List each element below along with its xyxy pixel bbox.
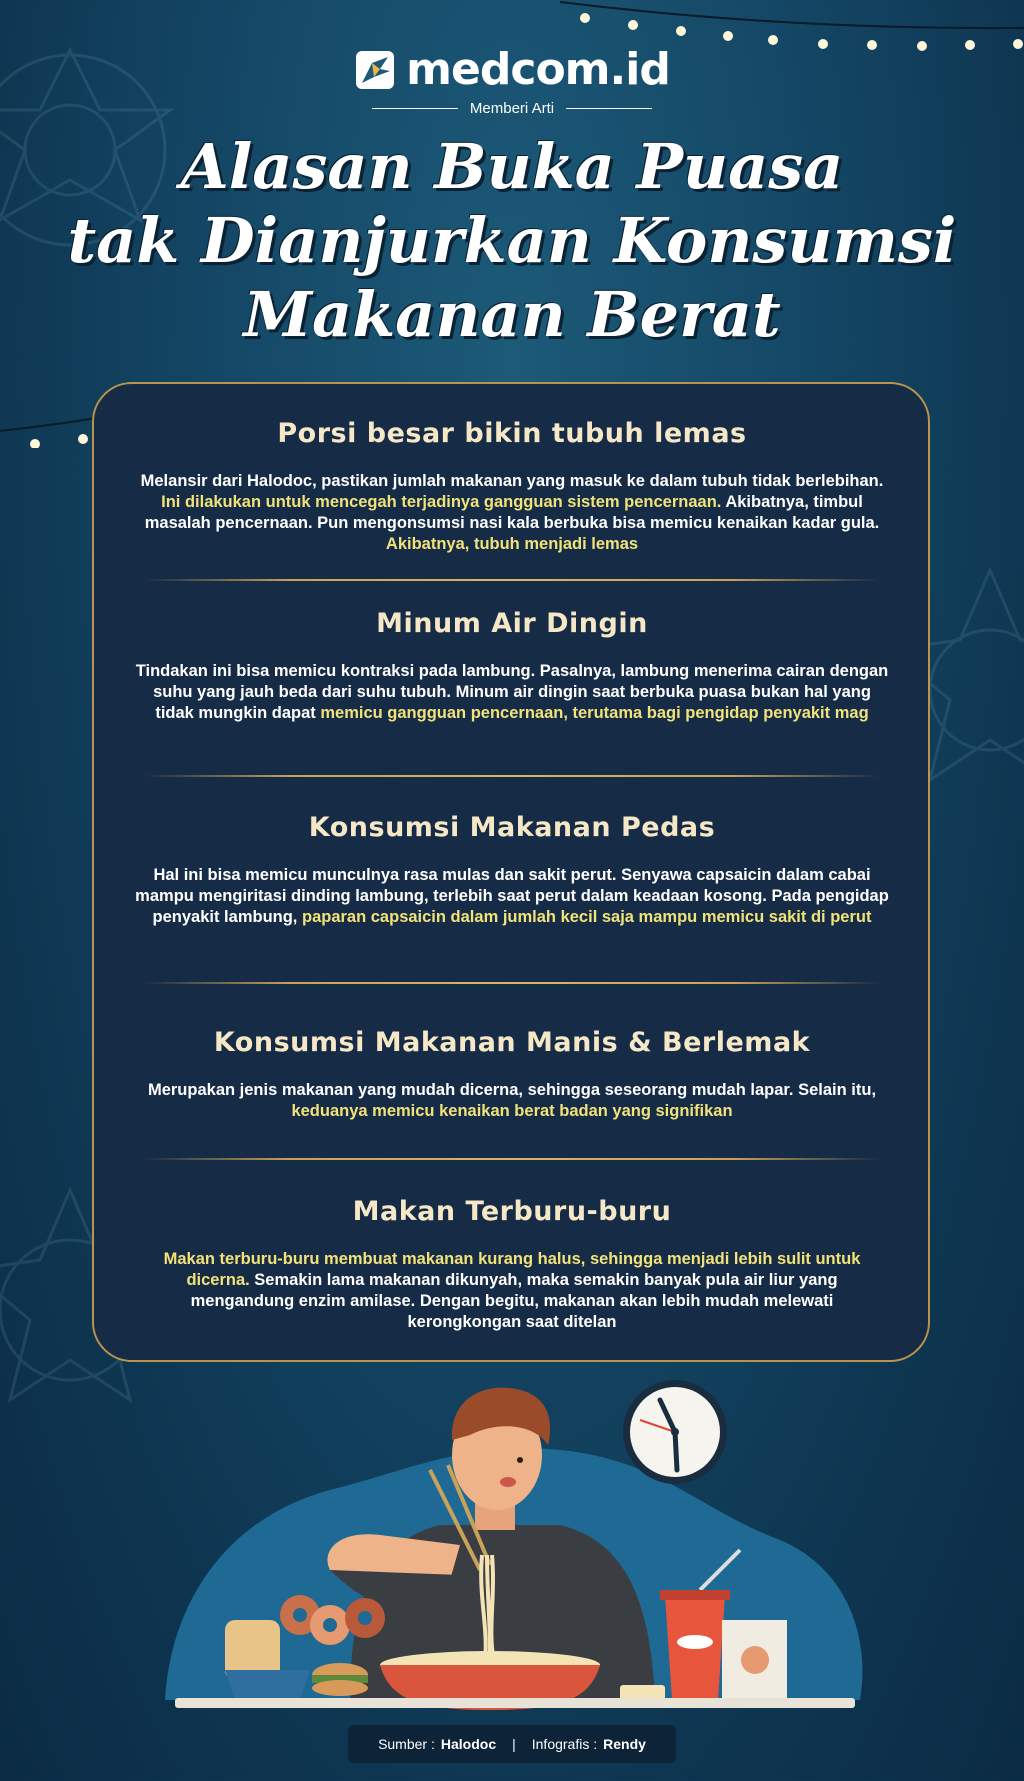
section-heading: Konsumsi Makanan Pedas: [308, 812, 716, 843]
section-heading: Porsi besar bikin tubuh lemas: [277, 418, 747, 449]
body-highlight: Makan terburu-buru membuat makanan kurang halus, sehingga menjadi lebih sulit untuk dicerna.: [163, 1250, 861, 1289]
body-text: Melansir dari Halodoc, pastikan jumlah makanan yang masuk ke dalam tubuh tidak berlebihan.: [140, 472, 884, 490]
credit-value: Rendy: [603, 1736, 646, 1752]
body-highlight: memicu gangguan pencernaan, terutama bagi pengidap penyakit mag: [320, 704, 869, 722]
section-divider: [144, 1158, 880, 1160]
eagle-logo-icon: [354, 49, 396, 91]
section-body: [134, 1249, 890, 1333]
brand-tagline: [0, 100, 1024, 117]
section-heading: Makan Terburu-buru: [352, 1196, 672, 1227]
section-body: [134, 1080, 890, 1122]
credit-separator: |: [512, 1736, 516, 1752]
section-terburu-buru: [134, 1196, 890, 1333]
main-title: [60, 130, 964, 352]
content-card: [92, 382, 930, 1362]
wall-clock-icon: [623, 1380, 727, 1484]
brand-name: medcom.id: [406, 44, 670, 95]
source-value: Halodoc: [440, 1736, 497, 1752]
section-heading: Minum Air Dingin: [376, 608, 648, 639]
section-divider: [144, 579, 880, 581]
section-porsi-besar: [134, 418, 890, 555]
section-makanan-pedas: [134, 812, 890, 928]
section-body: [134, 865, 890, 928]
body-highlight: Ini dilakukan untuk mencegah terjadinya gangguan sistem pencernaan.: [161, 493, 722, 511]
source-label: Sumber :: [378, 1736, 435, 1752]
body-highlight: Akibatnya, tubuh menjadi lemas: [385, 535, 639, 553]
tagline-rule-right: [566, 108, 652, 109]
body-text: Semakin lama makanan dikunyah, maka semakin banyak pula air liur yang mengandung enzim amilase. Dengan begitu, makanan akan lebih mudah melewati kerongkongan saat ditelan: [190, 1271, 838, 1331]
table-top: [175, 1698, 855, 1708]
section-divider: [144, 982, 880, 984]
body-text: Tindakan ini bisa memicu kontraksi pada lambung. Pasalnya, lambung menerima cairan dengan suhu yang jauh beda dari suhu tubuh. Minum air dingin saat berbuka puasa bukan hal yang tidak mungkin dapat: [135, 662, 889, 722]
section-heading: Konsumsi Makanan Manis & Berlemak: [213, 1027, 811, 1058]
tagline-rule-left: [372, 108, 458, 109]
section-air-dingin: [134, 608, 890, 724]
body-text: Merupakan jenis makanan yang mudah dicerna, sehingga seseorang mudah lapar. Selain itu,: [147, 1081, 877, 1099]
section-body: [134, 661, 890, 724]
section-divider: [144, 775, 880, 777]
brand-header: [0, 44, 1024, 117]
tagline-text: Memberi Arti: [469, 100, 555, 117]
title-line-3: Makanan Berat: [243, 278, 781, 351]
eating-man-illustration: [0, 1370, 1024, 1710]
body-highlight: paparan capsaicin dalam jumlah kecil saja mampu memicu sakit di perut: [301, 908, 872, 926]
source-credit-bar: [348, 1725, 676, 1763]
body-highlight: keduanya memicu kenaikan berat badan yang signifikan: [291, 1102, 733, 1120]
credit-label: Infografis :: [531, 1736, 598, 1752]
body-text: Akibatnya, timbul masalah pencernaan. Pun mengonsumsi nasi kala berbuka bisa memicu kenaikan kadar gula.: [144, 493, 880, 532]
body-text: Hal ini bisa memicu munculnya rasa mulas dan sakit perut. Senyawa capsaicin dalam cabai mampu mengiritasi dinding lambung, terlebih saat perut dalam keadaan kosong. Pada pengidap penyakit lambung,: [135, 866, 889, 926]
section-manis-berlemak: [134, 1027, 890, 1122]
brand-logo[interactable]: [354, 44, 670, 95]
title-line-2: tak Dianjurkan Konsumsi: [67, 204, 957, 277]
title-line-1: Alasan Buka Puasa: [180, 130, 844, 203]
section-body: [134, 471, 890, 555]
